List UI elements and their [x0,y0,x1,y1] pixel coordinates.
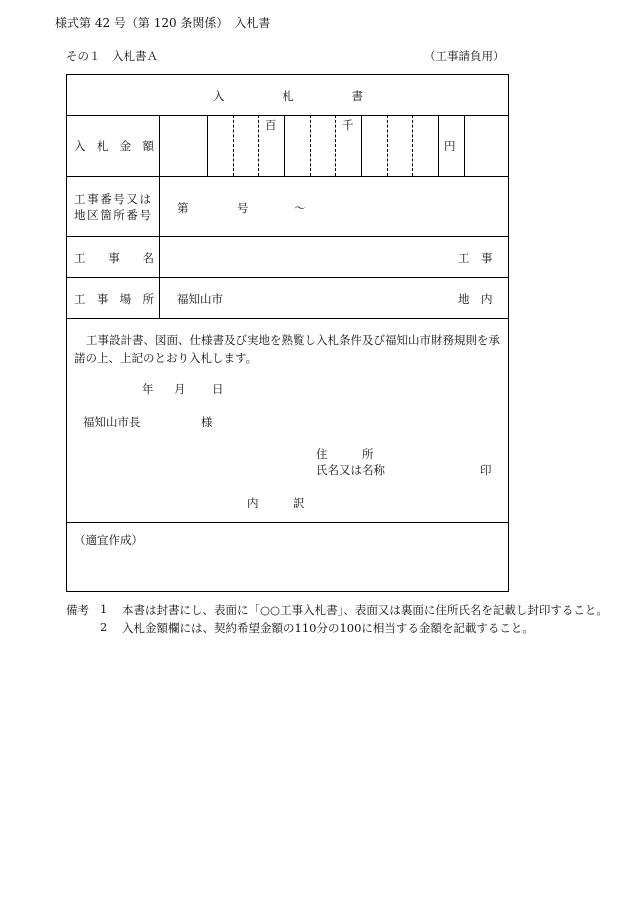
digit-divider [412,115,413,176]
declaration-text: 工事設計書、図面、仕様書及び実地を熟覧し入札条件及び福知山市財務規則を承諾の上、上記のとおり入札します。 [74,333,500,365]
work-place-label: 工 事 場 所 [74,292,154,306]
honorific: 様 [201,415,213,429]
form-usage-note: （工事請負用） [424,49,505,63]
unit-thousand: 千 [342,118,354,132]
work-number-label: 工事番号又は 地区箇所番号 [74,192,153,222]
row-divider [67,318,508,319]
row-divider [67,277,508,278]
unit-hundred: 百 [265,118,277,132]
bid-form-table [66,74,509,592]
digit-divider [258,115,259,176]
work-name-suffix: 工 事 [458,251,493,265]
label-column-divider [159,115,160,318]
digit-divider [310,115,311,176]
form-number: 様式第 42 号（第 120 条関係） 入札書 [55,16,271,30]
remarks-label: 備考 [66,603,89,617]
remarks [66,602,608,638]
form-subtitle: その１ 入札書Ａ [66,49,158,63]
row-divider [67,115,508,116]
seal-mark: 印 [480,463,492,477]
mayor-addressee: 福知山市長 [83,415,141,429]
work-number-suffix: 号 [237,201,249,215]
remark-item: 備考 1 本書は封書にし、表面に「○○工事入札書」、表面又は裏面に住所氏名を記載し封印すること。 [66,602,608,617]
work-place-value: 福知山市 [177,292,223,306]
row-divider [67,236,508,237]
form-heading: 入 札 書 [213,89,363,103]
address-label: 住 所 [316,447,374,461]
name-label: 氏名又は名称 [316,463,385,477]
row-divider [67,176,508,177]
digit-divider [207,115,208,176]
breakdown-note: （適宜作成） [74,533,143,547]
digit-divider [361,115,362,176]
digit-divider [233,115,234,176]
amount-label: 入 札 金 額 [74,139,154,153]
work-number-range: ～ [294,201,306,215]
date-month: 月 [174,382,186,396]
work-number-prefix: 第 [177,201,189,215]
digit-divider [387,115,388,176]
digit-divider [464,115,465,176]
breakdown-label: 内 訳 [247,496,305,510]
work-name-label: 工 事 名 [74,251,154,265]
row-divider [67,522,508,523]
work-place-suffix: 地 内 [458,292,493,306]
digit-divider [284,115,285,176]
digit-divider [335,115,336,176]
remark-item: 2 入札金額欄には、契約希望金額の110分の100に相当する金額を記載すること。 [100,620,534,635]
date-year: 年 [142,382,154,396]
date-day: 日 [212,382,224,396]
unit-yen: 円 [444,139,456,153]
digit-divider [438,115,439,176]
